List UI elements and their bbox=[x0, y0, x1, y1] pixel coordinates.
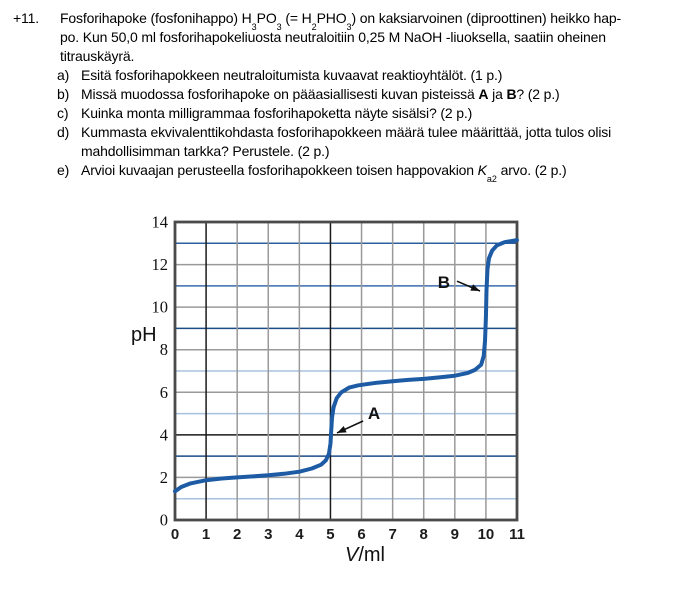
subquestion-d-text-2: mahdollisimman tarkka? Perustele. (2 p.) bbox=[81, 143, 330, 159]
y-tick-label-10: 10 bbox=[151, 297, 168, 317]
y-tick-label-12: 12 bbox=[151, 255, 168, 275]
x-axis-label: V/ml bbox=[345, 544, 386, 566]
x-tick-label-8: 8 bbox=[419, 526, 428, 543]
subquestion-e-label: e) bbox=[57, 162, 70, 178]
x-tick-label-10: 10 bbox=[477, 526, 495, 543]
point-label-A: A bbox=[367, 404, 381, 424]
x-tick-label-11: 11 bbox=[509, 526, 525, 543]
x-tick-label-7: 7 bbox=[388, 526, 397, 543]
titration-curve bbox=[175, 240, 517, 491]
x-tick-label-1: 1 bbox=[201, 526, 211, 543]
y-tick-label-0: 0 bbox=[159, 510, 168, 530]
subquestion-d-text: Kummasta ekvivalenttikohdasta fosforihapokkeen määrä tulee määrittää, jotta tulos olisi bbox=[81, 124, 612, 140]
problem-number: +11. bbox=[13, 10, 39, 26]
y-tick-label-8: 8 bbox=[159, 340, 168, 360]
x-tick-label-4: 4 bbox=[295, 526, 304, 543]
intro-text-line-1: Fosforihapoke (fosfonihappo) $H_3PO_3$ (= $H_2PHO_3$) on kaksiarvoinen (diproottinen) heikko hap- bbox=[60, 10, 622, 32]
subquestion-e-text: Arvioi kuvaajan perusteella fosforihapokkeen toisen happovakion $K_{a2}$ arvo. (2 p.) bbox=[81, 162, 567, 184]
arrow-head-A bbox=[337, 426, 347, 433]
x-tick-label-5: 5 bbox=[326, 526, 335, 543]
y-tick-label-2: 2 bbox=[159, 467, 168, 487]
y-axis-label: pH bbox=[131, 324, 157, 346]
x-tick-label-3: 3 bbox=[264, 526, 273, 543]
x-tick-label-2: 2 bbox=[233, 526, 242, 543]
subquestion-d-label: d) bbox=[57, 124, 70, 140]
subquestion-a-label: a) bbox=[57, 67, 70, 83]
x-tick-label-0: 0 bbox=[170, 526, 180, 543]
y-tick-label-14: 14 bbox=[151, 212, 168, 232]
subquestion-b-text: Missä muodossa fosforihapoke on pääasiallisesti kuvan pisteissä A ja B? (2 p.) bbox=[81, 86, 560, 102]
point-label-B: B bbox=[437, 272, 451, 292]
y-tick-label-4: 4 bbox=[159, 425, 168, 445]
intro-text-line-3: titrauskäyrä. bbox=[60, 48, 135, 64]
intro-text-line-2: po. Kun 50,0 ml fosforihapokeliuosta neutraloitiin 0,25 M NaOH -liuoksella, saatiin oheinen bbox=[60, 29, 606, 45]
subquestion-b-label: b) bbox=[57, 86, 70, 102]
subquestion-a-text: Esitä fosforihapokkeen neutraloitumista kuvaavat reaktioyhtälöt. (1 p.) bbox=[81, 67, 503, 83]
subquestion-c-text: Kuinka monta milligrammaa fosforihapoketta näyte sisälsi? (2 p.) bbox=[81, 105, 473, 121]
subquestion-c-label: c) bbox=[57, 105, 69, 121]
x-tick-label-6: 6 bbox=[357, 526, 366, 543]
y-tick-label-6: 6 bbox=[159, 382, 168, 402]
x-tick-label-9: 9 bbox=[450, 526, 459, 543]
